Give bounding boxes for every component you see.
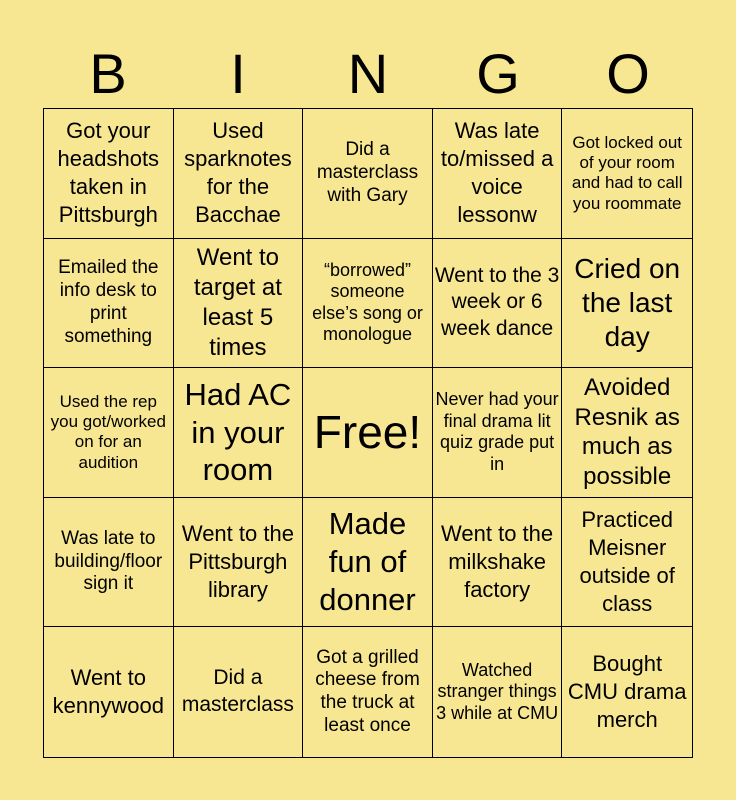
- bingo-cell[interactable]: Cried on the last day: [562, 239, 692, 369]
- header-letter-o: O: [606, 42, 650, 105]
- bingo-cell[interactable]: Was late to building/floor sign it: [44, 498, 174, 628]
- bingo-cell[interactable]: Made fun of donner: [303, 498, 433, 628]
- bingo-grid: [43, 108, 693, 758]
- bingo-cell[interactable]: Went to the 3 week or 6 week dance: [433, 239, 563, 369]
- bingo-cell[interactable]: Used the rep you got/worked on for an audition: [44, 368, 174, 498]
- bingo-cell[interactable]: Used sparknotes for the Bacchae: [174, 109, 304, 239]
- bingo-cell[interactable]: Watched stranger things 3 while at CMU: [433, 627, 563, 757]
- bingo-cell[interactable]: Got a grilled cheese from the truck at least once: [303, 627, 433, 757]
- bingo-cell[interactable]: Went to kennywood: [44, 627, 174, 757]
- bingo-cell[interactable]: Emailed the info desk to print something: [44, 239, 174, 369]
- bingo-cell[interactable]: “borrowed” someone else’s song or monologue: [303, 239, 433, 369]
- header-letter-n: N: [347, 42, 389, 105]
- header-letter-i: I: [230, 42, 246, 105]
- bingo-cell[interactable]: Did a masterclass with Gary: [303, 109, 433, 239]
- bingo-header: [43, 40, 693, 108]
- bingo-cell[interactable]: Had AC in your room: [174, 368, 304, 498]
- bingo-cell[interactable]: Got locked out of your room and had to call you roommate: [562, 109, 692, 239]
- bingo-cell[interactable]: Went to target at least 5 times: [174, 239, 304, 369]
- bingo-cell[interactable]: Practiced Meisner outside of class: [562, 498, 692, 628]
- header-letter-b: B: [89, 42, 127, 105]
- bingo-cell[interactable]: Went to the Pittsburgh library: [174, 498, 304, 628]
- bingo-cell[interactable]: Was late to/missed a voice lessonw: [433, 109, 563, 239]
- bingo-cell[interactable]: Got your headshots taken in Pittsburgh: [44, 109, 174, 239]
- bingo-cell[interactable]: Avoided Resnik as much as possible: [562, 368, 692, 498]
- header-letter-g: G: [476, 42, 520, 105]
- bingo-cell[interactable]: Went to the milkshake factory: [433, 498, 563, 628]
- bingo-cell[interactable]: Never had your final drama lit quiz grade put in: [433, 368, 563, 498]
- bingo-cell[interactable]: Bought CMU drama merch: [567, 650, 687, 733]
- bingo-cell[interactable]: Did a masterclass: [174, 627, 304, 757]
- free-space-cell[interactable]: Free!: [303, 368, 433, 498]
